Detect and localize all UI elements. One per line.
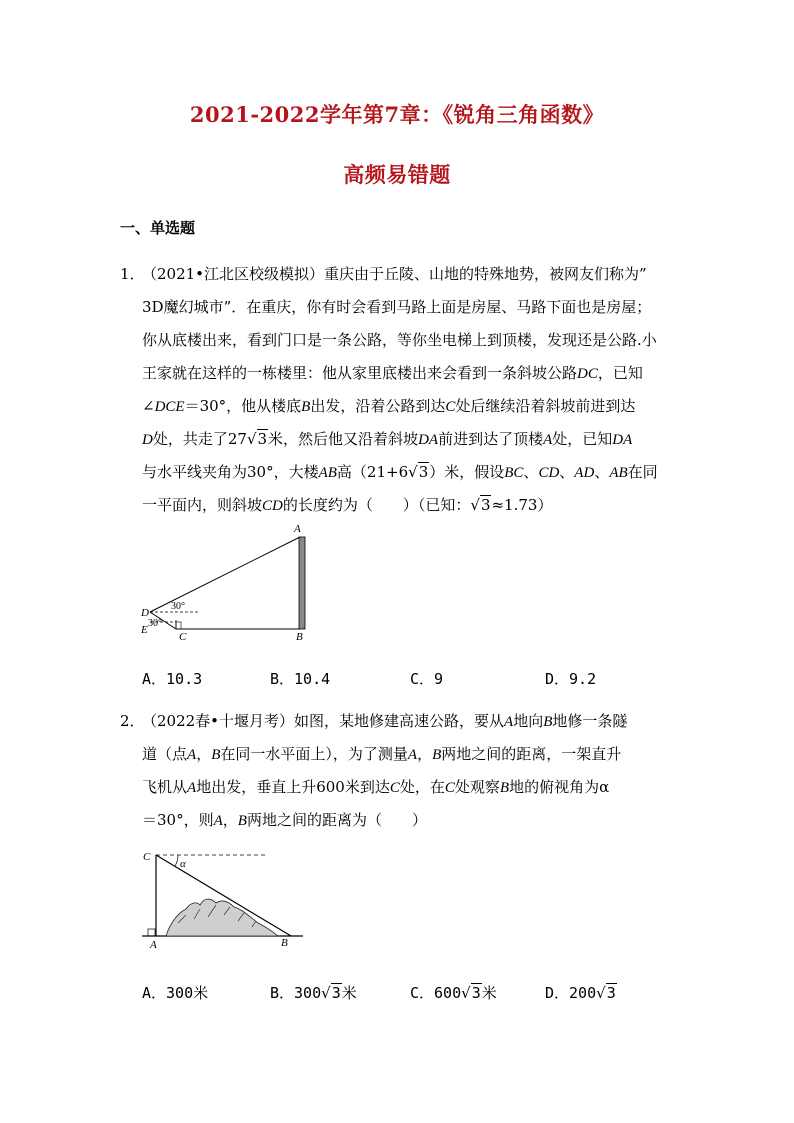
sqrt-expression: √3	[470, 496, 491, 514]
label-C: C	[179, 631, 187, 643]
question-line: ∠DCE＝30°，他从楼底B出发，沿着公路到达C处后继续沿着斜坡前进到达	[142, 397, 636, 415]
option-c[interactable]: C．600√3米	[410, 984, 497, 1002]
angle-label-top: 30°	[171, 601, 185, 612]
question-line: 你从底楼出来，看到门口是一条公路，等你坐电梯上到顶楼，发现还是公路.小	[142, 331, 657, 349]
sqrt-expression: √3	[246, 430, 268, 448]
angle-arc	[175, 855, 178, 866]
option-b[interactable]: B．300√3米	[270, 984, 357, 1002]
building-AB	[299, 537, 305, 629]
document-title-line2: 高频易错题	[343, 162, 451, 187]
sqrt-expression: √3	[321, 984, 341, 1002]
question-line: 与水平线夹角为30°，大楼AB高（21+6√3）米，假设BC、CD、AD、AB在同	[142, 463, 658, 481]
sqrt-expression: √3	[596, 984, 616, 1002]
sqrt-expression: √3	[461, 984, 481, 1002]
label-E: E	[141, 624, 148, 636]
label-C: C	[143, 851, 151, 863]
angle-label-alpha: α	[180, 858, 186, 870]
sqrt-expression: √3	[408, 463, 429, 481]
question-number: 1．	[120, 265, 145, 283]
question-line: 3D魔幻城市”．在重庆，你有时会看到马路上面是房屋、马路下面也是房屋；	[142, 298, 652, 316]
question-line: D处，共走了27√3米，然后他又沿着斜坡DA前进到达了顶楼A处，已知DA	[142, 430, 633, 448]
question-line: 一平面内，则斜坡CD的长度约为（ ）（已知：√3≈1.73）	[142, 496, 553, 514]
question-number: 2．	[120, 712, 145, 730]
question-source: （2021•江北区校级模拟）	[142, 265, 325, 283]
question-1-figure	[138, 522, 318, 644]
option-a[interactable]: A．10.3	[142, 670, 203, 688]
right-angle-mark	[148, 929, 155, 936]
option-b[interactable]: B．10.4	[270, 670, 331, 688]
question-text: 重庆由于丘陵、山地的特殊地势，被网友们称为”	[324, 265, 647, 283]
option-a[interactable]: A．300米	[142, 984, 209, 1002]
label-A: A	[294, 523, 301, 535]
document-title-line1: 2021-2022学年第7章：《锐角三角函数》	[189, 102, 605, 127]
question-line: 王家就在这样的一栋楼里：他从家里底楼出来会看到一条斜坡公路DC，已知	[142, 364, 643, 382]
question-line: 飞机从A地出发，垂直上升600米到达C处，在C处观察B地的俯视角为α	[142, 778, 610, 796]
label-D: D	[141, 607, 149, 619]
label-A: A	[150, 939, 157, 951]
label-B: B	[296, 631, 303, 643]
question-line: 道（点A，B在同一水平面上），为了测量A，B两地之间的距离，一架直升	[142, 745, 622, 763]
question-2-figure	[138, 843, 308, 951]
section-heading: 一、单选题	[120, 219, 196, 237]
option-d[interactable]: D．200√3	[545, 984, 616, 1002]
option-d[interactable]: D．9.2	[545, 670, 597, 688]
right-angle-mark	[176, 622, 181, 629]
angle-label-bottom: 30°	[148, 618, 162, 629]
question-line	[142, 263, 647, 284]
option-c[interactable]: C．9	[410, 670, 444, 688]
question-line: （2022春•十堰月考）如图，某地修建高速公路，要从A地向B地修一条隧	[142, 712, 628, 730]
question-line: ＝30°，则A，B两地之间的距离为（ ）	[142, 811, 427, 829]
variable: DC	[577, 366, 598, 382]
label-B: B	[281, 937, 288, 949]
